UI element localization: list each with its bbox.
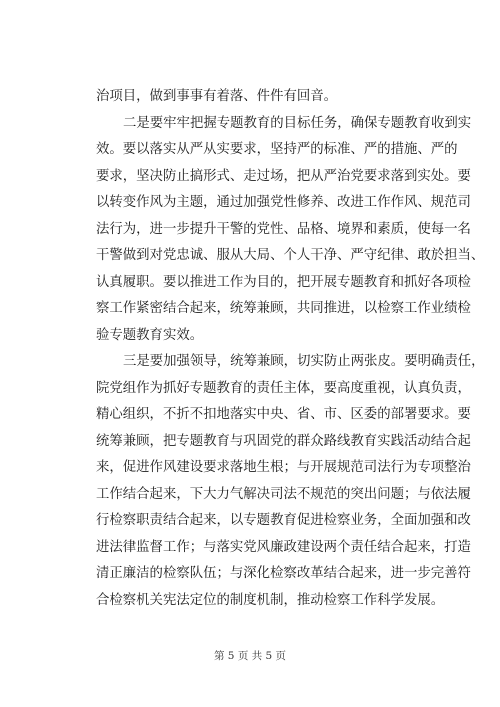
text-line: 清正廉洁的检察队伍；与深化检察改革结合起来，进一步完善符 [96, 566, 471, 581]
text-line: 察工作紧密结合起来，统筹兼顾，共同推进，以检察工作业绩检 [96, 301, 471, 316]
text-line: 认真履职。要以推进工作为目的，把开展专题教育和抓好各项检 [96, 274, 471, 290]
paragraph [96, 111, 485, 350]
text-line: 要求，坚决防止搞形式、走过场，把从严治党要求落到实处。要 [96, 168, 471, 184]
text-line: 精心组织，不折不扣地落实中央、省、市、区委的部署要求。要 [96, 407, 471, 422]
text-line: 以转变作风为主题，通过加强党性修养、改进工作作风、规范司 [96, 195, 471, 210]
page-footer: 第 5 页 共 5 页 [213, 650, 287, 662]
paragraph [96, 84, 414, 111]
text-line: 治项目，做到事事有着落、件件有回音。 [96, 89, 338, 104]
text-line: 验专题教育实效。 [96, 327, 204, 343]
text-line: 效。要以落实从严从实要求，坚持严的标准、严的措施、严的 [96, 142, 458, 157]
text-line: 来，促进作风建设要求落地生根；与开展规范司法行为专项整治 [96, 460, 471, 475]
text-line: 干警做到对党忠诚、服从大局、个人干净、严守纪律、敢於担当、 [96, 248, 485, 263]
text-line: 统筹兼顾，把专题教育与巩固党的群众路线教育实践活动结合起 [96, 433, 471, 449]
text-line: 二是要牢牢把握专题教育的目标任务，确保专题教育收到实 [123, 115, 472, 131]
text-line: 行检察职责结合起来，以专题教育促进检察业务，全面加强和改 [96, 513, 471, 528]
text-line: 法行为，进一步提升干警的党性、品格、境界和素质，使每一名 [96, 221, 471, 237]
text-line: 院党组作为抓好专题教育的责任主体，要高度重视，认真负责， [96, 380, 471, 396]
paragraph [96, 349, 485, 614]
text-line: 进法律监督工作；与落实党风廉政建设两个责任结合起来，打造 [96, 539, 471, 555]
text-line: 三是要加强领导，统筹兼顾，切实防止两张皮。要明确责任， [123, 354, 485, 369]
text-line: 工作结合起来，下大力气解决司法不规范的突出问题；与依法履 [96, 486, 471, 502]
document-body [96, 84, 485, 614]
text-line: 合检察机关宪法定位的制度机制，推动检察工作科学发展。 [96, 592, 445, 608]
